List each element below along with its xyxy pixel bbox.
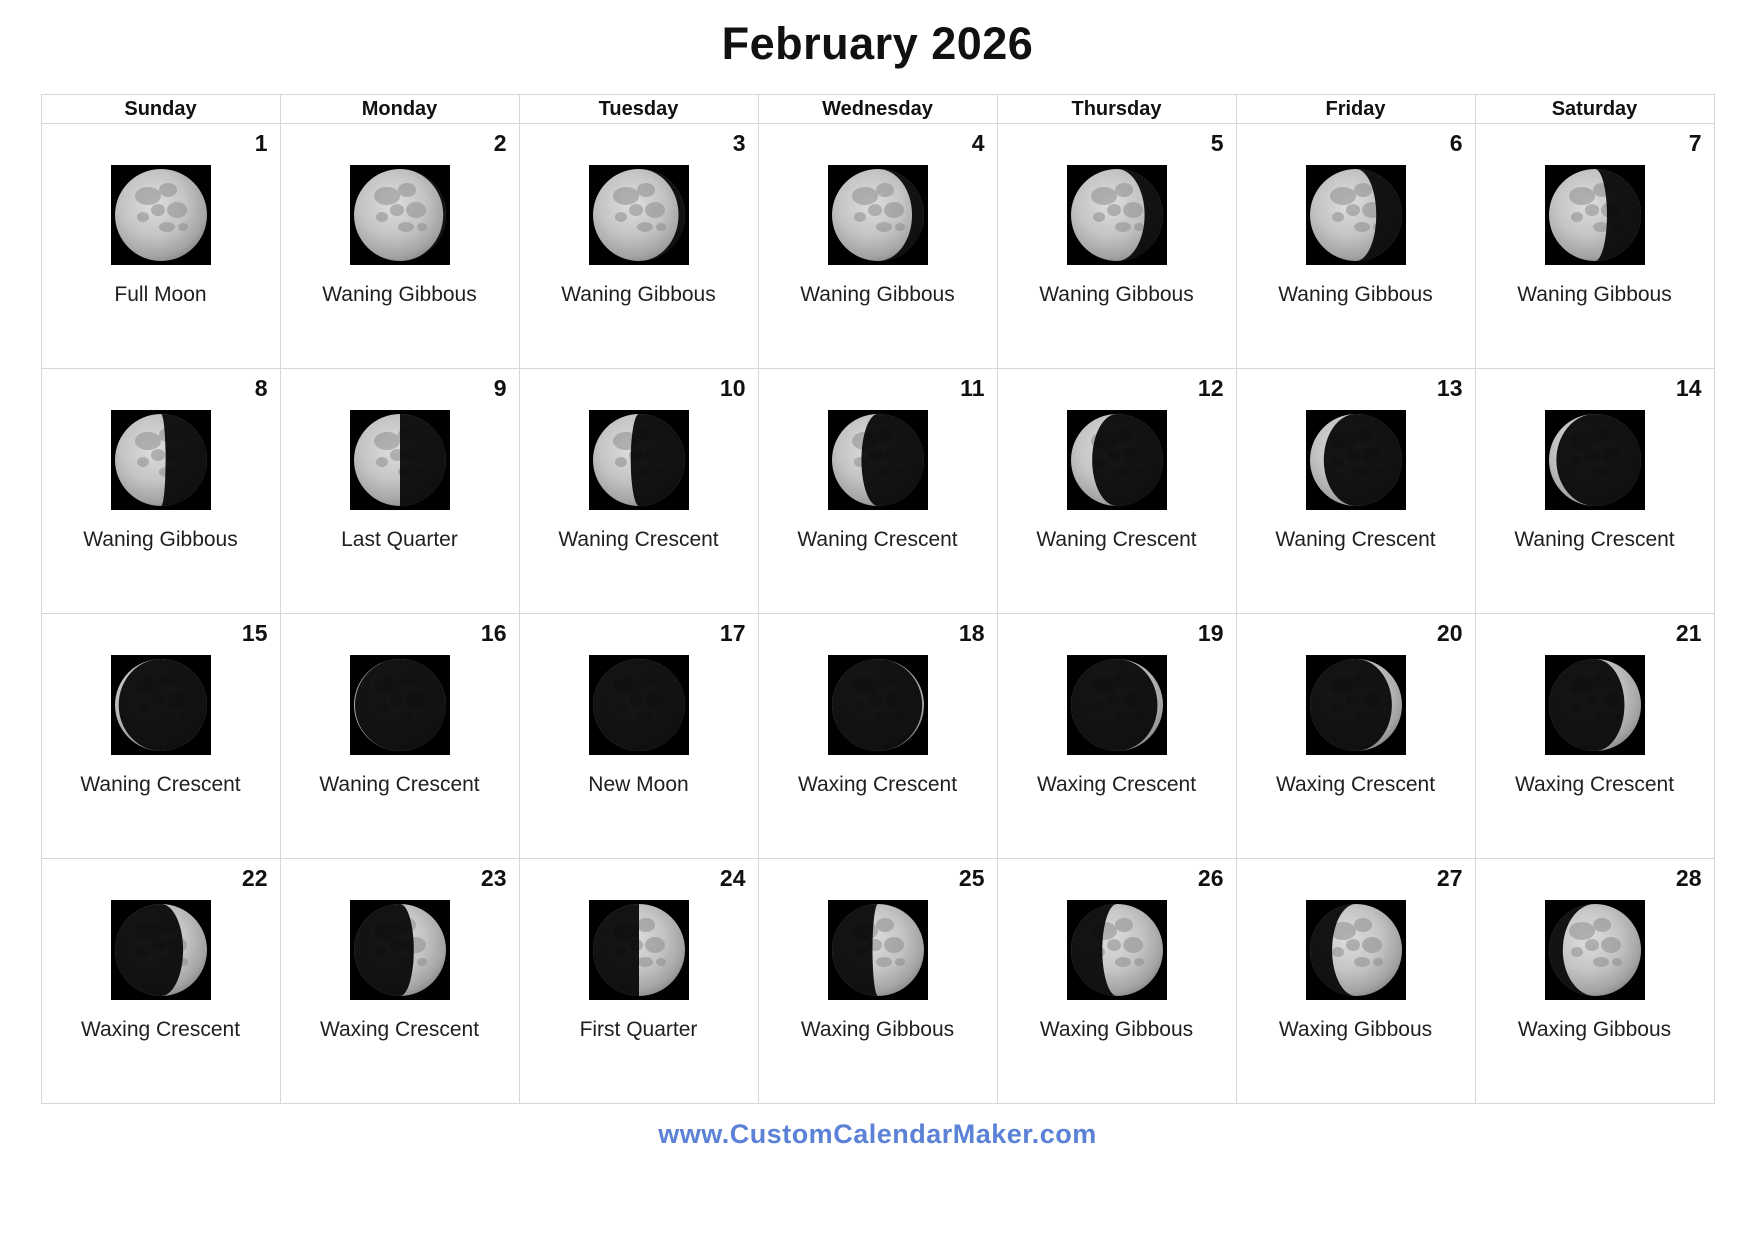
day-cell-11	[758, 369, 997, 614]
moon-phase-label: Waning Gibbous	[1517, 283, 1672, 306]
moon-phase-label: Waxing Crescent	[80, 1018, 241, 1041]
day-cell-12	[997, 369, 1236, 614]
moon-phase-label: Waning Gibbous	[561, 283, 716, 306]
moon-phase-label: Waning Gibbous	[1278, 283, 1433, 306]
moon-image-wrapper	[520, 900, 758, 1000]
moon-phase-label: Waxing Crescent	[1514, 773, 1675, 796]
moon-phase-label: Waning Crescent	[319, 773, 480, 796]
moon-phase-image	[111, 900, 211, 1000]
calendar-week-row	[41, 859, 1714, 1104]
moon-phase-label: Waning Gibbous	[800, 283, 955, 306]
moon-phase-image	[1306, 165, 1406, 265]
moon-phase-image	[1067, 165, 1167, 265]
moon-phase-calendar	[41, 94, 1715, 1104]
moon-phase-image	[111, 165, 211, 265]
moon-image-wrapper	[1237, 655, 1475, 755]
day-number: 19	[1197, 620, 1224, 646]
moon-phase-image	[1306, 410, 1406, 510]
weekday-header-thursday: Thursday	[997, 95, 1236, 124]
moon-phase-image	[1545, 165, 1645, 265]
moon-phase-label: Waxing Crescent	[319, 1018, 480, 1041]
moon-phase-image	[111, 410, 211, 510]
weekday-header-monday: Monday	[280, 95, 519, 124]
day-number: 9	[493, 375, 507, 401]
moon-phase-image	[1067, 410, 1167, 510]
weekday-header-wednesday: Wednesday	[758, 95, 997, 124]
day-number: 1	[254, 130, 268, 156]
weekday-header-friday: Friday	[1236, 95, 1475, 124]
moon-image-wrapper	[998, 165, 1236, 265]
day-cell-17	[519, 614, 758, 859]
footer-link[interactable]: www.CustomCalendarMaker.com	[658, 1119, 1097, 1149]
day-cell-9	[280, 369, 519, 614]
day-cell-4	[758, 124, 997, 369]
day-cell-5	[997, 124, 1236, 369]
day-number: 18	[958, 620, 985, 646]
moon-image-wrapper	[1476, 410, 1714, 510]
moon-image-wrapper	[281, 165, 519, 265]
moon-image-wrapper	[759, 900, 997, 1000]
moon-image-wrapper	[42, 165, 280, 265]
moon-phase-label: Last Quarter	[341, 528, 458, 551]
moon-phase-label: Waning Crescent	[1036, 528, 1197, 551]
moon-image-wrapper	[1476, 165, 1714, 265]
moon-phase-image	[589, 655, 689, 755]
moon-phase-image	[828, 900, 928, 1000]
moon-image-wrapper	[42, 900, 280, 1000]
moon-phase-image	[828, 655, 928, 755]
day-number: 4	[971, 130, 985, 156]
moon-image-wrapper	[1476, 900, 1714, 1000]
day-number: 27	[1436, 865, 1463, 891]
day-number: 24	[719, 865, 746, 891]
moon-phase-image	[828, 410, 928, 510]
moon-image-wrapper	[998, 900, 1236, 1000]
day-cell-1	[41, 124, 280, 369]
footer	[0, 1119, 1755, 1150]
moon-image-wrapper	[281, 900, 519, 1000]
day-cell-10	[519, 369, 758, 614]
weekday-header-sunday: Sunday	[41, 95, 280, 124]
moon-phase-image	[1545, 410, 1645, 510]
moon-image-wrapper	[1476, 655, 1714, 755]
calendar-week-row	[41, 614, 1714, 859]
day-number: 12	[1197, 375, 1224, 401]
moon-phase-image	[1545, 655, 1645, 755]
moon-phase-image	[589, 165, 689, 265]
moon-phase-image	[350, 655, 450, 755]
day-cell-26	[997, 859, 1236, 1104]
moon-phase-label: Waning Crescent	[797, 528, 958, 551]
day-number: 6	[1449, 130, 1463, 156]
moon-phase-label: New Moon	[588, 773, 689, 796]
day-cell-24	[519, 859, 758, 1104]
day-number: 25	[958, 865, 985, 891]
day-number: 7	[1688, 130, 1702, 156]
moon-phase-label: Waning Crescent	[558, 528, 719, 551]
day-number: 5	[1210, 130, 1224, 156]
moon-phase-label: Waxing Gibbous	[1039, 1018, 1194, 1041]
calendar-week-row	[41, 369, 1714, 614]
day-cell-19	[997, 614, 1236, 859]
moon-image-wrapper	[998, 410, 1236, 510]
day-number: 23	[480, 865, 507, 891]
day-cell-15	[41, 614, 280, 859]
moon-phase-image	[589, 900, 689, 1000]
day-cell-3	[519, 124, 758, 369]
day-number: 22	[241, 865, 268, 891]
moon-phase-image	[1067, 900, 1167, 1000]
moon-image-wrapper	[1237, 410, 1475, 510]
day-number: 28	[1675, 865, 1702, 891]
day-number: 2	[493, 130, 507, 156]
moon-phase-image	[350, 165, 450, 265]
moon-phase-image	[111, 655, 211, 755]
moon-image-wrapper	[759, 165, 997, 265]
day-cell-13	[1236, 369, 1475, 614]
moon-image-wrapper	[759, 655, 997, 755]
moon-image-wrapper	[42, 655, 280, 755]
day-number: 20	[1436, 620, 1463, 646]
moon-phase-label: Waxing Crescent	[1036, 773, 1197, 796]
moon-phase-label: Waxing Crescent	[797, 773, 958, 796]
moon-phase-label: First Quarter	[579, 1018, 698, 1041]
moon-image-wrapper	[759, 410, 997, 510]
moon-image-wrapper	[42, 410, 280, 510]
moon-image-wrapper	[281, 410, 519, 510]
moon-phase-image	[589, 410, 689, 510]
day-cell-28	[1475, 859, 1714, 1104]
moon-image-wrapper	[520, 410, 758, 510]
moon-phase-label: Waning Crescent	[1514, 528, 1675, 551]
weekday-header-row	[41, 95, 1714, 124]
day-number: 13	[1436, 375, 1463, 401]
moon-phase-image	[1067, 655, 1167, 755]
moon-image-wrapper	[520, 165, 758, 265]
moon-image-wrapper	[520, 655, 758, 755]
moon-phase-label: Waxing Crescent	[1275, 773, 1436, 796]
moon-phase-image	[1306, 900, 1406, 1000]
moon-phase-label: Full Moon	[114, 283, 207, 306]
day-cell-7	[1475, 124, 1714, 369]
day-cell-6	[1236, 124, 1475, 369]
day-number: 15	[241, 620, 268, 646]
day-number: 14	[1675, 375, 1702, 401]
moon-phase-image	[1545, 900, 1645, 1000]
day-number: 11	[960, 375, 985, 401]
moon-phase-image	[350, 410, 450, 510]
moon-phase-label: Waning Gibbous	[83, 528, 238, 551]
page-title: February 2026	[721, 18, 1034, 69]
weekday-header-saturday: Saturday	[1475, 95, 1714, 124]
day-cell-2	[280, 124, 519, 369]
day-cell-14	[1475, 369, 1714, 614]
day-number: 16	[480, 620, 507, 646]
moon-phase-label: Waning Crescent	[1275, 528, 1436, 551]
day-cell-18	[758, 614, 997, 859]
day-number: 10	[719, 375, 746, 401]
day-number: 3	[732, 130, 746, 156]
moon-image-wrapper	[281, 655, 519, 755]
moon-image-wrapper	[1237, 900, 1475, 1000]
day-cell-21	[1475, 614, 1714, 859]
moon-phase-image	[350, 900, 450, 1000]
day-cell-20	[1236, 614, 1475, 859]
day-cell-23	[280, 859, 519, 1104]
day-number: 17	[719, 620, 746, 646]
calendar-body	[41, 124, 1714, 1104]
moon-phase-label: Waning Gibbous	[1039, 283, 1194, 306]
weekday-header-tuesday: Tuesday	[519, 95, 758, 124]
calendar-week-row	[41, 124, 1714, 369]
day-number: 26	[1197, 865, 1224, 891]
moon-phase-label: Waxing Gibbous	[1278, 1018, 1433, 1041]
day-cell-27	[1236, 859, 1475, 1104]
moon-phase-label: Waxing Gibbous	[800, 1018, 955, 1041]
moon-phase-label: Waxing Gibbous	[1517, 1018, 1672, 1041]
day-cell-25	[758, 859, 997, 1104]
moon-phase-image	[1306, 655, 1406, 755]
moon-image-wrapper	[998, 655, 1236, 755]
moon-phase-label: Waning Crescent	[80, 773, 241, 796]
day-cell-22	[41, 859, 280, 1104]
day-number: 8	[254, 375, 268, 401]
day-cell-16	[280, 614, 519, 859]
day-cell-8	[41, 369, 280, 614]
moon-image-wrapper	[1237, 165, 1475, 265]
day-number: 21	[1675, 620, 1702, 646]
moon-phase-image	[828, 165, 928, 265]
moon-phase-label: Waning Gibbous	[322, 283, 477, 306]
